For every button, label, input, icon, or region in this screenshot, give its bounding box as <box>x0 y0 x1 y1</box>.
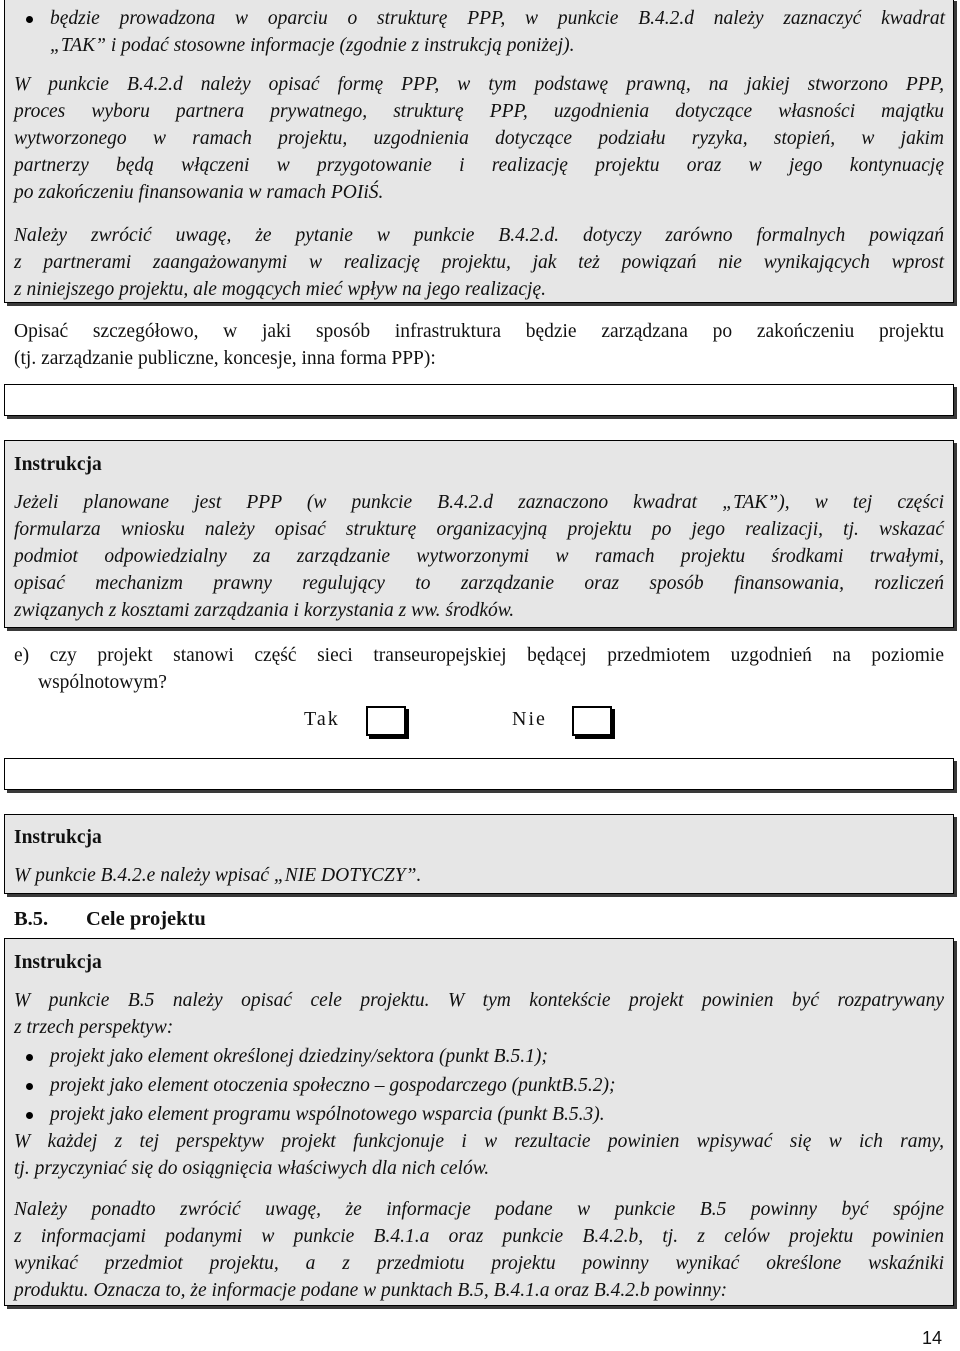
question-text: (tj. zarządzanie publiczne, koncesje, inna forma PPP): <box>14 348 436 369</box>
text-line: Jeżeli planowane jest PPP (w punkcie B.4.2.d zaznaczono kwadrat „TAK”), w tej części <box>14 492 944 513</box>
tak-label: Tak <box>304 708 340 730</box>
instruction-title: Instrukcja <box>14 454 102 475</box>
bullet-line: projekt jako element programu wspólnotowego wsparcia (punkt B.5.3). <box>50 1104 605 1125</box>
text-line: Należy zwrócić uwagę, że pytanie w punkcie B.4.2.d. dotyczy zarówno formalnych powiązań <box>14 225 944 246</box>
text-line: z niniejszego projektu, ale mogących mieć wpływ na jego realizację. <box>14 279 546 300</box>
bullet-dot <box>26 1112 33 1119</box>
bullet-line: projekt jako element otoczenia społeczno – gospodarczego (punktB.5.2); <box>50 1075 616 1096</box>
text-line: W punkcie B.4.2.e należy wpisać „NIE DOTYCZY”. <box>14 865 422 886</box>
text-line: z informacjami podanymi w punkcie B.4.1.a oraz punkcie B.4.2.b, tj. z celów projektu powinien <box>14 1226 944 1247</box>
text-line: partnerzy będą włączeni w przygotowanie i realizację projektu oraz w jego kontynuację <box>14 155 944 176</box>
answer-field-transeuropean[interactable] <box>4 758 954 790</box>
text-line: po zakończeniu finansowania w ramach POIiŚ. <box>14 182 384 203</box>
text-line: opisać mechanizm prawny regulujący to zarządzanie oraz sposób finansowania, rozliczeń <box>14 573 944 594</box>
text-line: z trzech perspektyw: <box>14 1017 174 1038</box>
text-line: W punkcie B.5 należy opisać cele projektu. W tym kontekście projekt powinien być rozpatrywany <box>14 990 944 1011</box>
bullet-line: „TAK” i podać stosowne informacje (zgodnie z instrukcją poniżej). <box>50 35 575 56</box>
text-line: W każdej z tej perspektyw projekt funkcjonuje i w rezultacie powinien wpisywać się w ich ramy, <box>14 1131 944 1152</box>
answer-field-management[interactable] <box>4 384 954 416</box>
question-text: e) czy projekt stanowi część sieci transeuropejskiej będącej przedmiotem uzgodnień na poziomie <box>14 645 944 666</box>
tak-checkbox[interactable] <box>366 706 406 736</box>
text-line: podmiot odpowiedzialny za zarządzanie wytworzonymi w ramach projektu środkami trwałymi, <box>14 546 944 567</box>
text-line: związanych z kosztami zarządzania i korzystania z ww. środków. <box>14 600 515 621</box>
question-text: wspólnotowym? <box>38 672 167 693</box>
page-number: 14 <box>922 1328 943 1348</box>
text-line: wytworzonego w ramach projektu, uzgodnienia dotyczące podziału ryzyka, stopień, w jakim <box>14 128 944 149</box>
text-line: formularza wniosku należy opisać strukturę organizacyjną projektu po jego realizacji, tj. wskazać <box>14 519 944 540</box>
bullet-dot <box>26 1083 33 1090</box>
text-line: W punkcie B.4.2.d należy opisać formę PPP, w tym podstawę prawną, na jakiej stworzono PPP, <box>14 74 944 95</box>
text-line: z partnerami zaangażowanymi w realizację projektu, jak też powiązań nie wynikających wprost <box>14 252 944 273</box>
bullet-line: będzie prowadzona w oparciu o strukturę PPP, w punkcie B.4.2.d należy zaznaczyć kwadrat <box>50 8 945 29</box>
instruction-title: Instrukcja <box>14 827 102 848</box>
bullet-dot <box>26 16 33 23</box>
section-title: Cele projektu <box>86 908 206 930</box>
text-line: Należy ponadto zwrócić uwagę, że informacje podane w punkcie B.5 powinny być spójne <box>14 1199 944 1220</box>
instruction-title: Instrukcja <box>14 952 102 973</box>
text-line: wynikać przedmiot projektu, a z przedmiotu projektu powinny wynikać określone wskaźniki <box>14 1253 944 1274</box>
text-line: tj. przyczyniać się do osiągnięcia właściwych dla nich celów. <box>14 1158 490 1179</box>
section-number: B.5. <box>14 908 49 930</box>
text-line: proces wyboru partnera prywatnego, strukturę PPP, uzgodnienia dotyczące własności majątku <box>14 101 944 122</box>
text-line: produktu. Oznacza to, że informacje podane w punktach B.5, B.4.1.a oraz B.4.2.b powinny: <box>14 1280 728 1301</box>
nie-checkbox[interactable] <box>572 706 612 736</box>
nie-label: Nie <box>512 708 547 730</box>
bullet-dot <box>26 1054 33 1061</box>
bullet-line: projekt jako element określonej dziedziny/sektora (punkt B.5.1); <box>50 1046 548 1067</box>
question-text: Opisać szczegółowo, w jaki sposób infrastruktura będzie zarządzana po zakończeniu projektu <box>14 321 944 342</box>
